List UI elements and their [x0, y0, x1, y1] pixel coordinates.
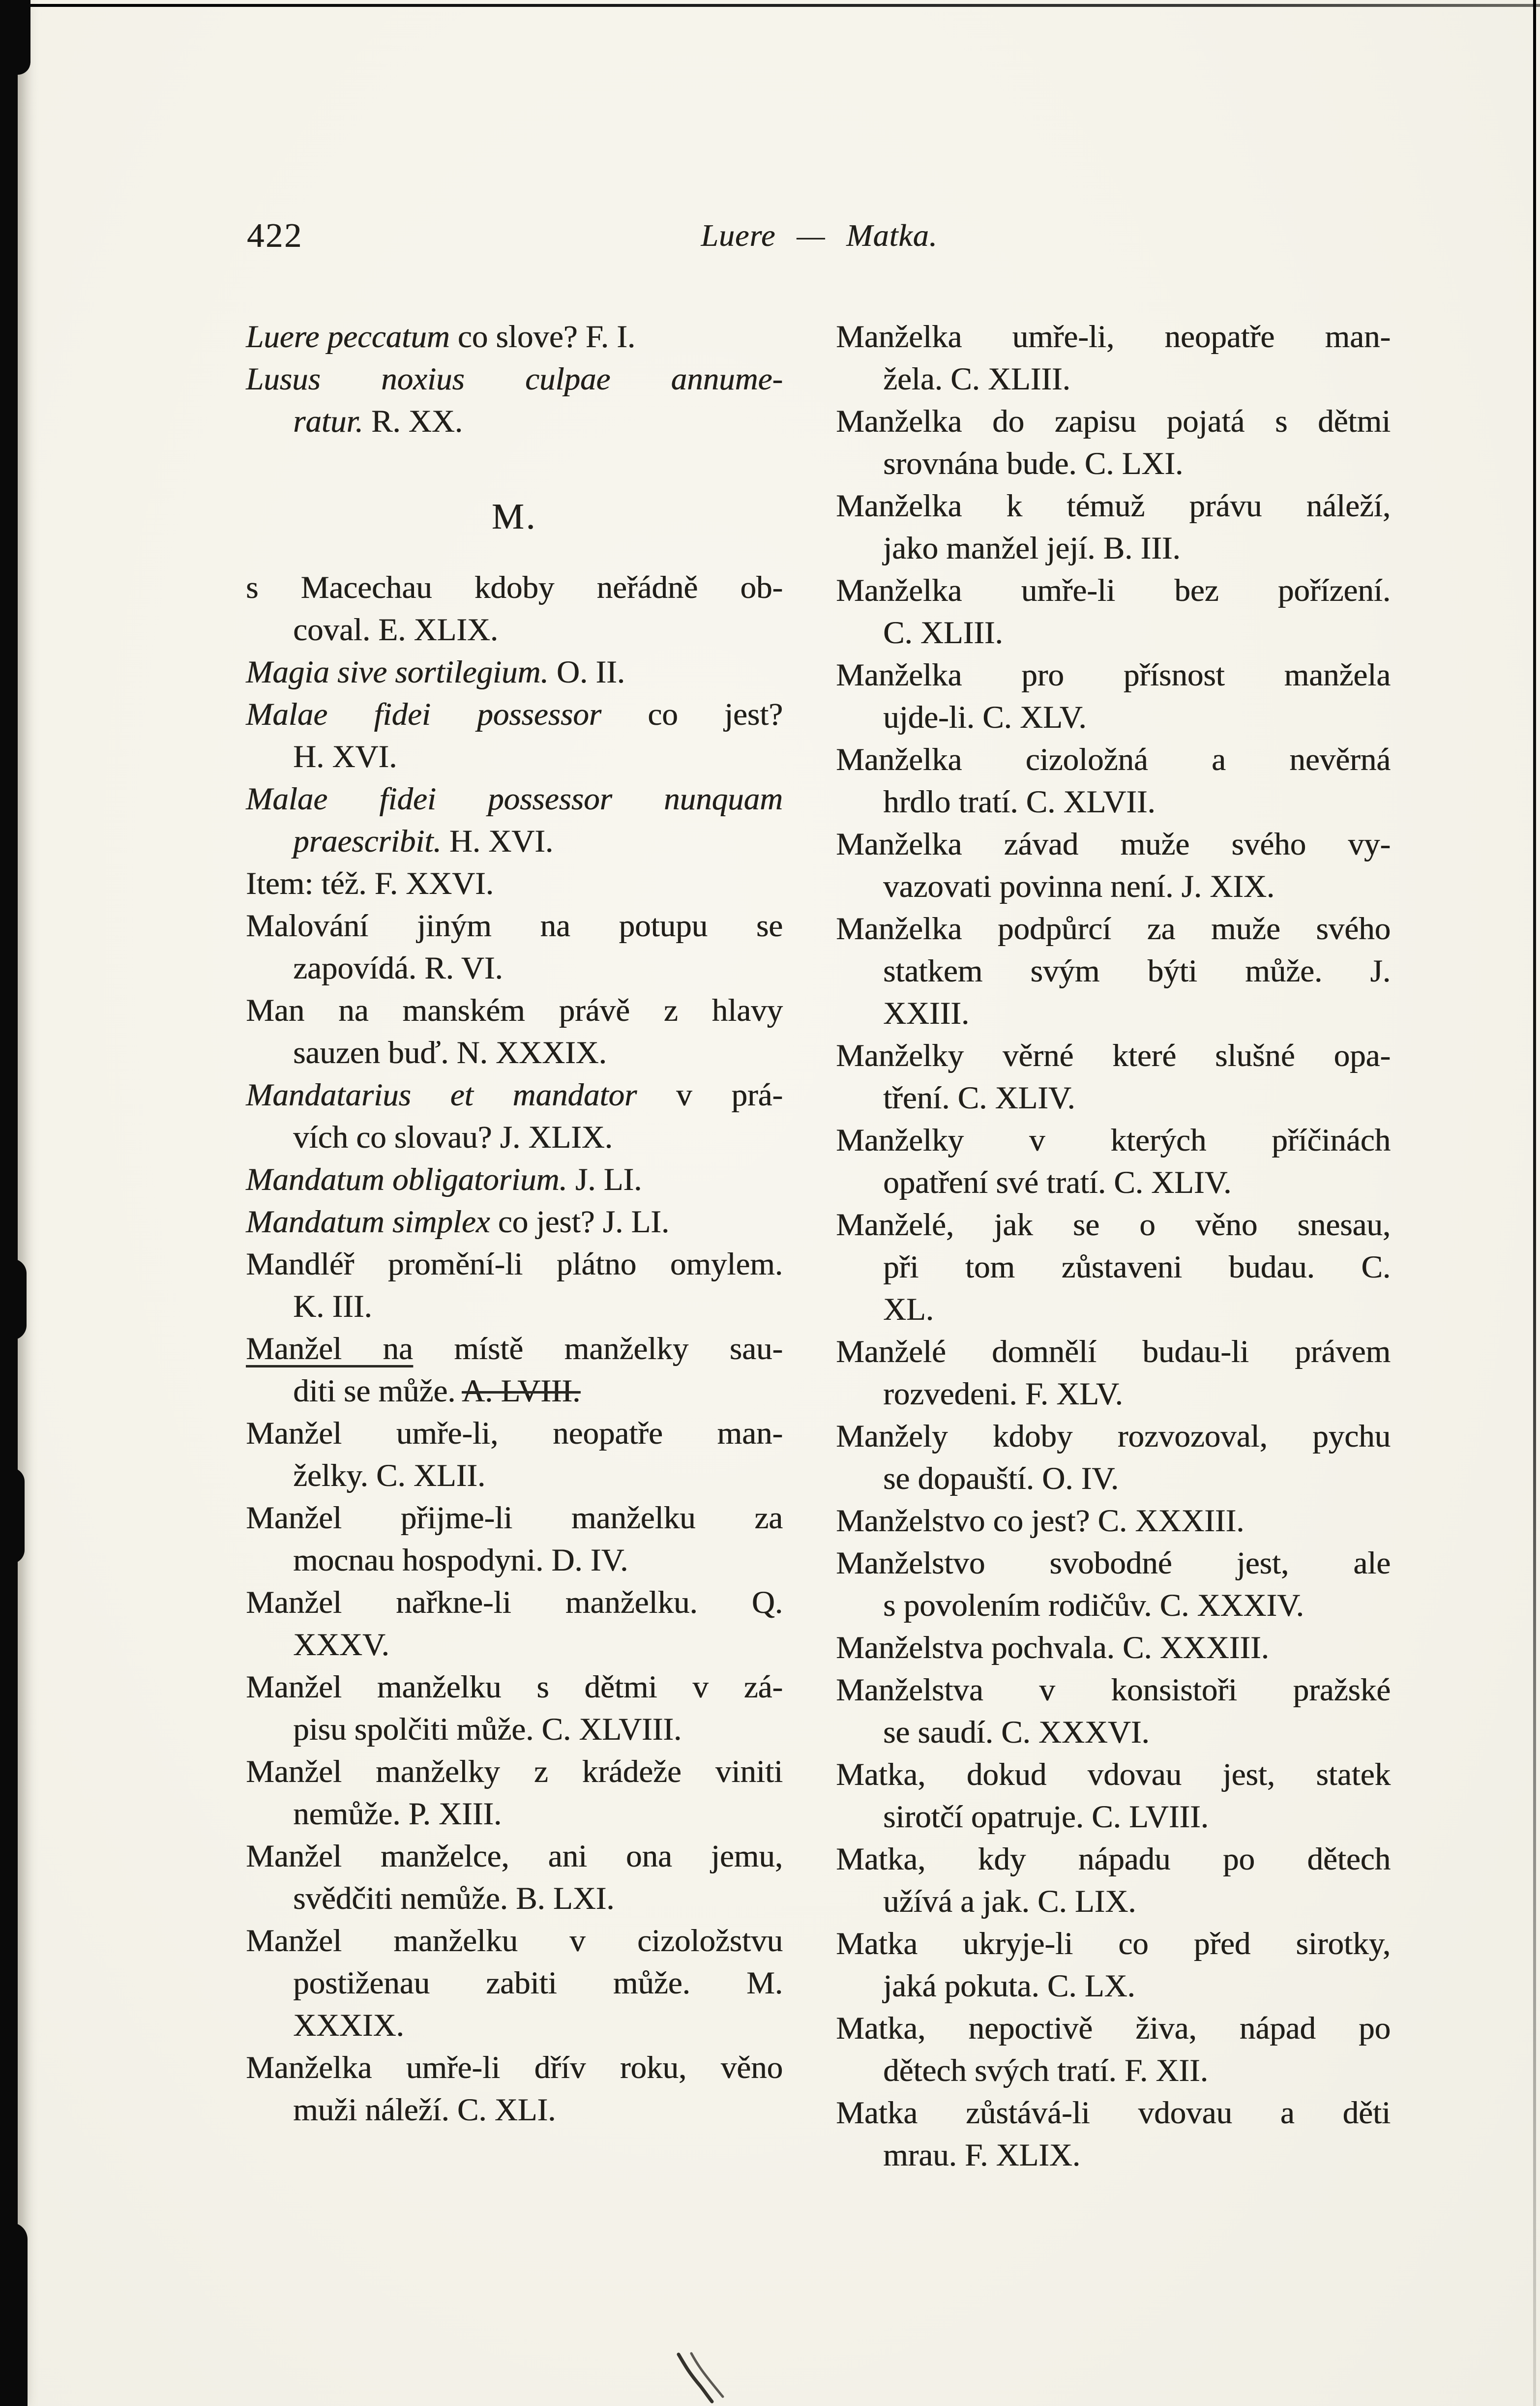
entry-line [246, 1412, 783, 1455]
entry-text: Manželstva v konsistoři pražské [836, 1672, 1391, 1708]
entry-text: se dopauští. O. IV. [883, 1461, 1119, 1496]
entry-text: Manžel manželku v cizoložstvu [246, 1923, 783, 1959]
entry-line [246, 1285, 783, 1328]
entry-text: Manželstvo co jest? C. XXXIII. [836, 1503, 1244, 1539]
entry-text: Manželky věrné které slušné opa- [836, 1038, 1391, 1073]
entry-line [246, 2047, 783, 2089]
entry-line [246, 1032, 783, 1074]
index-entry [246, 1158, 783, 1201]
entry-text: Manželka do zapisu pojatá s dětmi [836, 404, 1391, 439]
index-entry [246, 651, 783, 693]
entry-text: s povolením rodičův. C. XXXIV. [883, 1588, 1304, 1623]
entry-line [836, 1627, 1391, 1669]
entry-line [246, 693, 783, 736]
entry-line [836, 2007, 1391, 2050]
entry-text: Man na manském právě z hlavy [246, 993, 783, 1028]
entry-line [836, 1331, 1391, 1373]
entry-line [836, 1711, 1391, 1753]
entry-text: Manželstva pochvala. C. XXXIII. [836, 1630, 1269, 1665]
entry-text: sauzen buď. N. XXXIX. [293, 1035, 607, 1070]
index-entry [246, 1581, 783, 1666]
entry-line [836, 400, 1391, 443]
entry-text: Mandléř promění-li plátno omylem. [246, 1247, 783, 1282]
entry-text: Manžel na [246, 1331, 413, 1366]
entry-text: Manželka pro přísnost manžela [836, 657, 1391, 693]
entry-line [836, 1965, 1391, 2007]
scan-edge-corner-blob [0, 0, 30, 75]
entry-line [836, 1753, 1391, 1796]
entry-text: Manželé domnělí budau-li právem [836, 1334, 1391, 1369]
index-entry [246, 1920, 783, 2047]
entry-text: Manžel umře-li, neopatře man- [246, 1416, 783, 1451]
index-entry [246, 566, 783, 651]
entry-text: muži náleží. C. XLI. [293, 2092, 556, 2128]
latin-term: Luere peccatum [246, 319, 450, 355]
entry-line [836, 865, 1391, 908]
entry-line [836, 1415, 1391, 1457]
latin-term: Mandatum simplex [246, 1204, 490, 1240]
page-number: 422 [247, 217, 303, 255]
entry-line [246, 316, 783, 358]
entry-text: XXXIX. [293, 2008, 404, 2043]
entry-text: při tom zůstaveni budau. C. [883, 1249, 1391, 1285]
index-entry [246, 1412, 783, 1497]
entry-line [246, 1920, 783, 1962]
entry-text: Matka ukryje-li co před sirotky, [836, 1926, 1391, 1961]
entry-line [246, 989, 783, 1032]
entry-text: H. XVI. [293, 739, 397, 774]
entry-line [246, 1455, 783, 1497]
entry-line [246, 1497, 783, 1539]
entry-line [836, 1035, 1391, 1077]
scan-edge-blob [0, 1468, 25, 1564]
entry-line [836, 1457, 1391, 1500]
entry-text: hrdlo tratí. C. XLVII. [883, 784, 1155, 820]
index-entry [246, 1497, 783, 1581]
entry-line [246, 947, 783, 989]
entry-line [836, 1161, 1391, 1204]
index-entry [246, 1328, 783, 1412]
entry-text: mrau. F. XLIX. [883, 2138, 1080, 2173]
entry-line [246, 1708, 783, 1751]
index-entry [836, 1331, 1391, 1415]
entry-line [836, 1669, 1391, 1711]
entry-line [246, 1793, 783, 1835]
index-entry [836, 1035, 1391, 1119]
entry-text: zapovídá. R. VI. [293, 951, 503, 986]
index-entry [246, 1835, 783, 1920]
entry-line [836, 443, 1391, 485]
entry-line [836, 358, 1391, 400]
entry-text: v prá- [637, 1077, 783, 1113]
entry-text: pisu spolčiti může. C. XLVIII. [293, 1712, 682, 1747]
entry-text: mocnau hospodyni. D. IV. [293, 1543, 628, 1578]
entry-line [246, 1751, 783, 1793]
entry-text: coval. E. XLIX. [293, 612, 498, 648]
entry-text: O. II. [548, 654, 625, 690]
entry-line [246, 862, 783, 905]
entry-text: želky. C. XLII. [293, 1458, 486, 1493]
index-entry [246, 1201, 783, 1243]
index-entry [246, 905, 783, 989]
latin-term: Magia sive sortilegium. [246, 654, 549, 690]
index-entry [836, 1753, 1391, 1838]
entry-line [836, 1880, 1391, 1923]
ink-squiggle-artifact [665, 2351, 734, 2406]
index-entry [836, 1204, 1391, 1331]
scan-edge-left-bar [0, 0, 18, 2406]
entry-text: diti se může. [293, 1373, 462, 1409]
entry-line [836, 1500, 1391, 1542]
index-entry [836, 2092, 1391, 2176]
entry-line [836, 1246, 1391, 1288]
index-entry [246, 1666, 783, 1751]
index-text-block [246, 316, 1391, 2176]
entry-text: Manžely kdoby rozvozoval, pychu [836, 1419, 1391, 1454]
entry-text: Manžel manželce, ani ona jemu, [246, 1839, 783, 1874]
index-entry [836, 823, 1391, 908]
latin-term: Mandatum obligatorium. [246, 1162, 567, 1197]
entry-line [836, 1204, 1391, 1246]
right-column [836, 316, 1391, 2176]
index-entry [246, 358, 783, 443]
latin-term: praescribit. [293, 824, 442, 859]
entry-line [246, 1158, 783, 1201]
entry-line [246, 1835, 783, 1877]
index-entry [836, 485, 1391, 569]
entry-line [836, 1838, 1391, 1880]
entry-text: Manželka umře-li dřív roku, věno [246, 2050, 783, 2085]
entry-line [836, 1119, 1391, 1161]
entry-line [246, 1243, 783, 1285]
index-entry [836, 400, 1391, 485]
index-entry [836, 654, 1391, 739]
entry-text: srovnána bude. C. LXI. [883, 446, 1184, 481]
scan-edge-blob [0, 2223, 28, 2406]
entry-line [836, 527, 1391, 569]
entry-line [246, 1370, 783, 1412]
entry-text: sirotčí opatruje. C. LVIII. [883, 1799, 1209, 1835]
section-heading: M. [491, 497, 537, 537]
entry-line [836, 739, 1391, 781]
entry-text: Manžel nařkne-li manželku. Q. [246, 1585, 783, 1620]
index-entry [836, 1669, 1391, 1753]
entry-line [836, 823, 1391, 865]
entry-text: místě manželky sau- [413, 1331, 783, 1366]
entry-text: co jest? [601, 697, 783, 732]
entry-text: s Macechau kdoby neřádně ob- [246, 570, 783, 605]
entry-line [246, 1539, 783, 1581]
entry-text: Manželstvo svobodné jest, ale [836, 1545, 1391, 1581]
index-entry [836, 1542, 1391, 1627]
entry-line [246, 1666, 783, 1708]
index-entry [836, 2007, 1391, 2092]
entry-line [246, 2089, 783, 2131]
entry-text: Malování jiným na potupu se [246, 908, 783, 944]
entry-line [836, 2050, 1391, 2092]
entry-text: Matka, nepoctivě živa, nápad po [836, 2011, 1391, 2046]
index-entry [836, 739, 1391, 823]
page-header [246, 214, 1392, 262]
entry-line [246, 1877, 783, 1920]
entry-text: XXXV. [293, 1627, 389, 1663]
entry-line [836, 569, 1391, 612]
entry-text: jaká pokuta. C. LX. [883, 1968, 1135, 2004]
entry-text: co jest? J. LI. [490, 1204, 670, 1240]
entry-text: tření. C. XLIV. [883, 1080, 1075, 1116]
entry-text: Manželé, jak se o věno snesau, [836, 1207, 1391, 1243]
entry-text: svědčiti nemůže. B. LXI. [293, 1881, 615, 1916]
entry-text: užívá a jak. C. LIX. [883, 1884, 1136, 1919]
latin-term: Malae fidei possessor [246, 697, 601, 732]
entry-line [246, 778, 783, 820]
entry-line [836, 1584, 1391, 1627]
entry-line [246, 905, 783, 947]
entry-text: vazovati povinna není. J. XIX. [883, 869, 1275, 904]
entry-line [836, 781, 1391, 823]
index-entry [246, 316, 783, 358]
entry-line [246, 1581, 783, 1624]
latin-term: Mandatarius et mandator [246, 1077, 637, 1113]
entry-text: ujde-li. C. XLV. [883, 700, 1087, 735]
entry-line [246, 1201, 783, 1243]
entry-text: Matka zůstává-li vdovau a děti [836, 2095, 1391, 2131]
index-entry [246, 778, 783, 862]
index-entry [246, 862, 783, 905]
entry-line [836, 1077, 1391, 1119]
entry-line [836, 950, 1391, 992]
left-column [246, 316, 783, 2176]
entry-text: A. LVIII. [462, 1373, 581, 1409]
entry-line [246, 1962, 783, 2004]
entry-text: Item: též. F. XXVI. [246, 866, 494, 901]
index-entry [836, 1627, 1391, 1669]
entry-line [836, 485, 1391, 527]
entry-text: Manžel manželky z krádeže viniti [246, 1754, 783, 1789]
entry-text: R. XX. [363, 404, 463, 439]
entry-text: Manželky v kterých příčinách [836, 1123, 1391, 1158]
entry-line [246, 1074, 783, 1116]
entry-text: XXIII. [883, 996, 970, 1031]
index-entry [246, 1074, 783, 1158]
entry-line [836, 654, 1391, 696]
entry-text: statkem svým býti může. J. [883, 953, 1391, 989]
entry-line [246, 609, 783, 651]
entry-text: Matka, dokud vdovau jest, statek [836, 1757, 1391, 1792]
index-entry [836, 1500, 1391, 1542]
entry-line [246, 400, 783, 443]
entry-text: XL. [883, 1292, 934, 1327]
index-entry [836, 1119, 1391, 1204]
entry-text: K. III. [293, 1289, 372, 1324]
entry-line [836, 316, 1391, 358]
index-entry [836, 1838, 1391, 1923]
index-entry [246, 989, 783, 1074]
index-entry [246, 2047, 783, 2131]
entry-text: Manželka umře-li bez pořízení. [836, 573, 1391, 608]
index-entry [246, 693, 783, 778]
latin-term: Lusus noxius culpae annume- [246, 361, 783, 397]
entry-text: opatření své tratí. C. XLIV. [883, 1165, 1232, 1200]
entry-text: C. XLIII. [883, 615, 1003, 651]
latin-term: ratur. [293, 404, 363, 439]
entry-text: vích co slovau? J. XLIX. [293, 1120, 613, 1155]
entry-line [246, 736, 783, 778]
entry-line [836, 1796, 1391, 1838]
entry-line [836, 992, 1391, 1035]
index-entry [836, 316, 1391, 400]
entry-text: Manželka podpůrcí za muže svého [836, 911, 1391, 947]
entry-text: postiženau zabiti může. M. [293, 1965, 783, 2001]
entry-line [246, 820, 783, 862]
scan-edge-top-line [11, 4, 1540, 7]
entry-text: co slove? F. I. [449, 319, 636, 355]
entry-line [246, 566, 783, 609]
index-entry [246, 1243, 783, 1328]
entry-text: Manželka k témuž právu náleží, [836, 488, 1391, 524]
entry-text: Manželka závad muže svého vy- [836, 827, 1391, 862]
entry-line [836, 2134, 1391, 2176]
scan-edge-blob [0, 1259, 27, 1340]
entry-line [246, 2004, 783, 2047]
index-entry [836, 569, 1391, 654]
latin-term: Malae fidei possessor nunquam [246, 781, 783, 817]
entry-line [246, 1116, 783, 1158]
entry-text: jako manžel její. B. III. [883, 531, 1181, 566]
entry-line [836, 1288, 1391, 1331]
entry-text: Matka, kdy nápadu po dětech [836, 1842, 1391, 1877]
entry-line [836, 1542, 1391, 1584]
entry-line [836, 2092, 1391, 2134]
entry-line [836, 1373, 1391, 1415]
entry-text: dětech svých tratí. F. XII. [883, 2053, 1208, 2088]
entry-text: J. LI. [567, 1162, 642, 1197]
index-entry [246, 1751, 783, 1835]
running-title: Luere — Matka. [701, 218, 938, 253]
entry-text: se saudí. C. XXXVI. [883, 1715, 1150, 1750]
entry-text: rozvedeni. F. XLV. [883, 1376, 1123, 1412]
entry-line [836, 696, 1391, 739]
index-entry [836, 1415, 1391, 1500]
entry-line [246, 1624, 783, 1666]
entry-line [836, 908, 1391, 950]
scan-edge-right-line [1533, 0, 1536, 2406]
entry-text: žela. C. XLIII. [883, 361, 1070, 397]
entry-line [836, 612, 1391, 654]
entry-line [836, 1923, 1391, 1965]
entry-text: Manželka umře-li, neopatře man- [836, 319, 1391, 355]
entry-line [246, 1328, 783, 1370]
entry-text: H. XVI. [441, 824, 553, 859]
entry-text: nemůže. P. XIII. [293, 1796, 502, 1832]
entry-line [246, 651, 783, 693]
index-entry [836, 908, 1391, 1035]
entry-text: Manželka cizoložná a nevěrná [836, 742, 1391, 777]
entry-text: Manžel přijme-li manželku za [246, 1500, 783, 1536]
index-entry [836, 1923, 1391, 2007]
entry-text: Manžel manželku s dětmi v zá- [246, 1669, 783, 1705]
entry-line [246, 358, 783, 400]
